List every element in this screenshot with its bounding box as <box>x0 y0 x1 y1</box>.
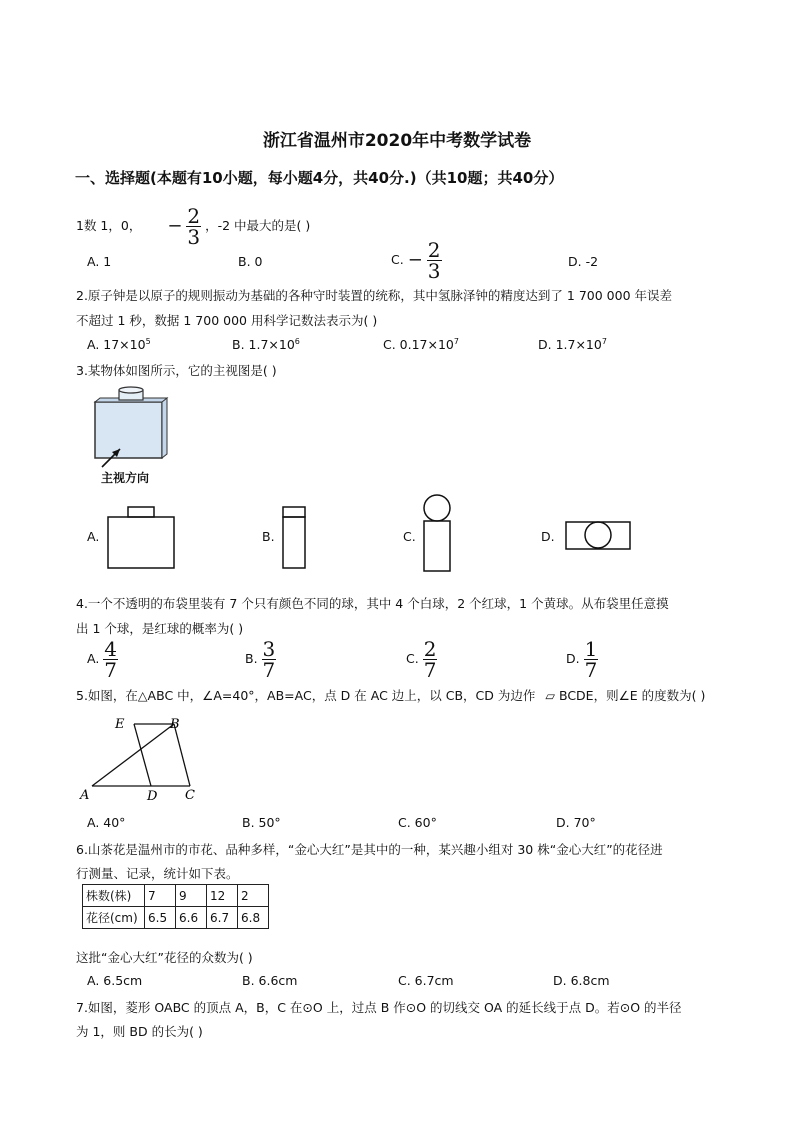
q4-option-b-num: 3 <box>262 637 276 661</box>
table-row <box>83 885 269 907</box>
q3-option-d-circle <box>585 522 611 548</box>
q1-option-a[interactable]: A. 1 <box>87 254 112 269</box>
q5-parallelogram-symbol: ▱ <box>545 688 555 703</box>
q5-stem <box>76 686 705 704</box>
q3-option-c-circle <box>424 495 450 521</box>
q1-frac-num: 2 <box>187 204 201 228</box>
q3-option-a-figure[interactable] <box>107 506 177 572</box>
q4-option-c-num: 2 <box>423 637 437 661</box>
q1-option-b[interactable]: B. 0 <box>238 254 263 269</box>
q7-line2: 为 1，则 BD 的长为( ) <box>76 1024 203 1039</box>
q4-option-c-den: 7 <box>423 658 437 682</box>
q5-option-b[interactable]: B. 50° <box>242 815 281 830</box>
q4-option-d[interactable] <box>566 638 598 680</box>
q2-option-d-base: D. 1.7×10 <box>538 337 602 353</box>
q1-option-c-label: C. <box>391 252 408 267</box>
q3-option-c-base <box>424 521 450 571</box>
q4-option-d-fraction <box>584 639 599 680</box>
q5-segment-ab <box>92 724 174 786</box>
q3-option-d-figure[interactable] <box>565 520 633 552</box>
table-row <box>83 907 269 929</box>
q2-option-c-base: C. 0.17×10 <box>383 337 454 353</box>
q3-stem: 3.某物体如图所示，它的主视图是( ) <box>76 363 277 378</box>
page-title: 浙江省温州市2020年中考数学试卷 <box>262 131 532 151</box>
q5-segment-bc <box>174 724 190 786</box>
q3-object-box <box>95 402 162 458</box>
q5-stem-b: BCDE，则∠E 的度数为( ) <box>555 688 706 703</box>
q3-option-d-label[interactable]: D. <box>541 529 555 544</box>
q4-option-b-label: B. <box>245 651 258 666</box>
q3-option-d-rect <box>566 522 630 549</box>
q4-option-c-fraction <box>423 639 438 680</box>
q5-option-a[interactable]: A. 40° <box>87 815 126 830</box>
q3-option-a-base <box>108 517 174 568</box>
q2-line1: 2.原子钟是以原子的规则振动为基础的各种守时装置的统称，其中氢脉泽钟的精度达到了 1 700 000 年误差 <box>76 288 672 303</box>
q6-option-d[interactable]: D. 6.8cm <box>553 973 610 988</box>
q6-line1: 6.山茶花是温州市的市花、品种多样，“金心大红”是其中的一种，某兴趣小组对 30 株“金心大红”的花径进 <box>76 842 663 857</box>
table-cell: 2 <box>238 885 269 907</box>
q2-line2: 不超过 1 秒，数据 1 700 000 用科学记数法表示为( ) <box>76 313 378 328</box>
q1-stem <box>76 206 310 247</box>
q6-line2: 行测量、记录，统计如下表。 <box>76 866 239 881</box>
q3-option-b-figure[interactable] <box>282 506 308 572</box>
q2-option-d-exp: 7 <box>601 337 607 346</box>
q1-option-d[interactable]: D. -2 <box>568 254 599 269</box>
table-cell: 6.6 <box>176 907 207 929</box>
q3-object-cylinder-top <box>119 387 143 393</box>
q4-option-a-den: 7 <box>104 658 118 682</box>
q6-question: 这批“金心大红”花径的众数为( ) <box>76 950 253 965</box>
q4-option-d-den: 7 <box>584 658 598 682</box>
table-cell: 6.7 <box>207 907 238 929</box>
q5-stem-a: 5.如图，在△ABC 中，∠A=40°，AB=AC，点 D 在 AC 边上，以 CB，CD 为边作 <box>76 688 536 703</box>
q6-option-b[interactable]: B. 6.6cm <box>242 973 298 988</box>
q4-option-a-num: 4 <box>104 637 118 661</box>
q1-option-c-den: 3 <box>427 259 441 283</box>
q6-option-c[interactable]: C. 6.7cm <box>398 973 454 988</box>
q2-option-a-base: A. 17×10 <box>87 337 146 353</box>
q1-option-c-sign: − <box>407 249 423 271</box>
q4-option-b[interactable] <box>245 638 276 680</box>
q5-option-d[interactable]: D. 70° <box>556 815 596 830</box>
q1-option-c-num: 2 <box>427 238 441 262</box>
q4-line2: 出 1 个球，是红球的概率为( ) <box>76 621 244 636</box>
q2-option-d[interactable] <box>538 337 607 352</box>
q1-stem-a: 1数 1，0， <box>76 218 142 233</box>
table-cell: 12 <box>207 885 238 907</box>
q1-fraction <box>186 206 201 247</box>
section-heading: 一、选择题(本题有10小题，每小题4分，共40分.)（共10题；共40分） <box>75 169 564 187</box>
q2-option-b[interactable] <box>232 337 300 352</box>
q2-option-a-exp: 5 <box>145 337 151 346</box>
q1-stem-b: ，-2 中最大的是( ) <box>205 218 311 233</box>
q5-label-e: E <box>115 717 125 732</box>
q1-option-c[interactable] <box>391 240 442 281</box>
q2-option-b-base: B. 1.7×10 <box>232 337 295 353</box>
q4-option-b-den: 7 <box>262 658 276 682</box>
q6-data-table <box>82 884 269 929</box>
q5-label-a: A <box>80 788 90 803</box>
q4-option-a-fraction <box>103 639 118 680</box>
q2-option-a[interactable] <box>87 337 151 352</box>
q3-figure-label: 主视方向 <box>101 471 150 485</box>
q5-option-c[interactable]: C. 60° <box>398 815 437 830</box>
q5-segment-ed <box>134 724 151 786</box>
q4-option-c[interactable] <box>406 638 437 680</box>
table-cell: 9 <box>176 885 207 907</box>
q6-option-a[interactable]: A. 6.5cm <box>87 973 143 988</box>
q4-option-d-label: D. <box>566 651 580 666</box>
q4-option-a-label: A. <box>87 651 100 666</box>
q1-frac-den: 3 <box>187 225 201 249</box>
table-cell: 6.8 <box>238 907 269 929</box>
q4-option-c-label: C. <box>406 651 419 666</box>
q2-option-b-exp: 6 <box>294 337 300 346</box>
q2-option-c-exp: 7 <box>453 337 459 346</box>
q3-option-c-figure[interactable] <box>421 494 455 574</box>
q5-label-c: C <box>185 788 195 803</box>
table-cell: 7 <box>145 885 176 907</box>
q3-option-a-top <box>128 507 154 517</box>
q1-frac-sign: − <box>167 215 183 237</box>
q3-option-a-label[interactable]: A. <box>87 529 100 544</box>
q5-label-b: B <box>170 717 180 732</box>
q4-option-b-fraction <box>262 639 277 680</box>
q3-option-b-label[interactable]: B. <box>262 529 275 544</box>
q3-option-b-top <box>283 507 305 517</box>
table-cell: 6.5 <box>145 907 176 929</box>
q3-option-b-base <box>283 517 305 568</box>
q1-option-c-fraction <box>427 240 442 281</box>
q5-label-d: D <box>147 789 158 804</box>
q4-option-d-num: 1 <box>584 637 598 661</box>
q2-option-c[interactable] <box>383 337 459 352</box>
q3-option-c-label[interactable]: C. <box>403 529 416 544</box>
q5-figure <box>78 714 208 804</box>
q4-line1: 4.一个不透明的布袋里装有 7 个只有颜色不同的球，其中 4 个白球，2 个红球，1 个黄球。从布袋里任意摸 <box>76 596 669 611</box>
table-cell: 株数(株) <box>83 885 145 907</box>
q4-option-a[interactable] <box>87 638 118 680</box>
table-cell: 花径(cm) <box>83 907 145 929</box>
q7-line1: 7.如图，菱形 OABC 的顶点 A，B，C 在⊙O 上，过点 B 作⊙O 的切线交 OA 的延长线于点 D。若⊙O 的半径 <box>76 1000 682 1015</box>
